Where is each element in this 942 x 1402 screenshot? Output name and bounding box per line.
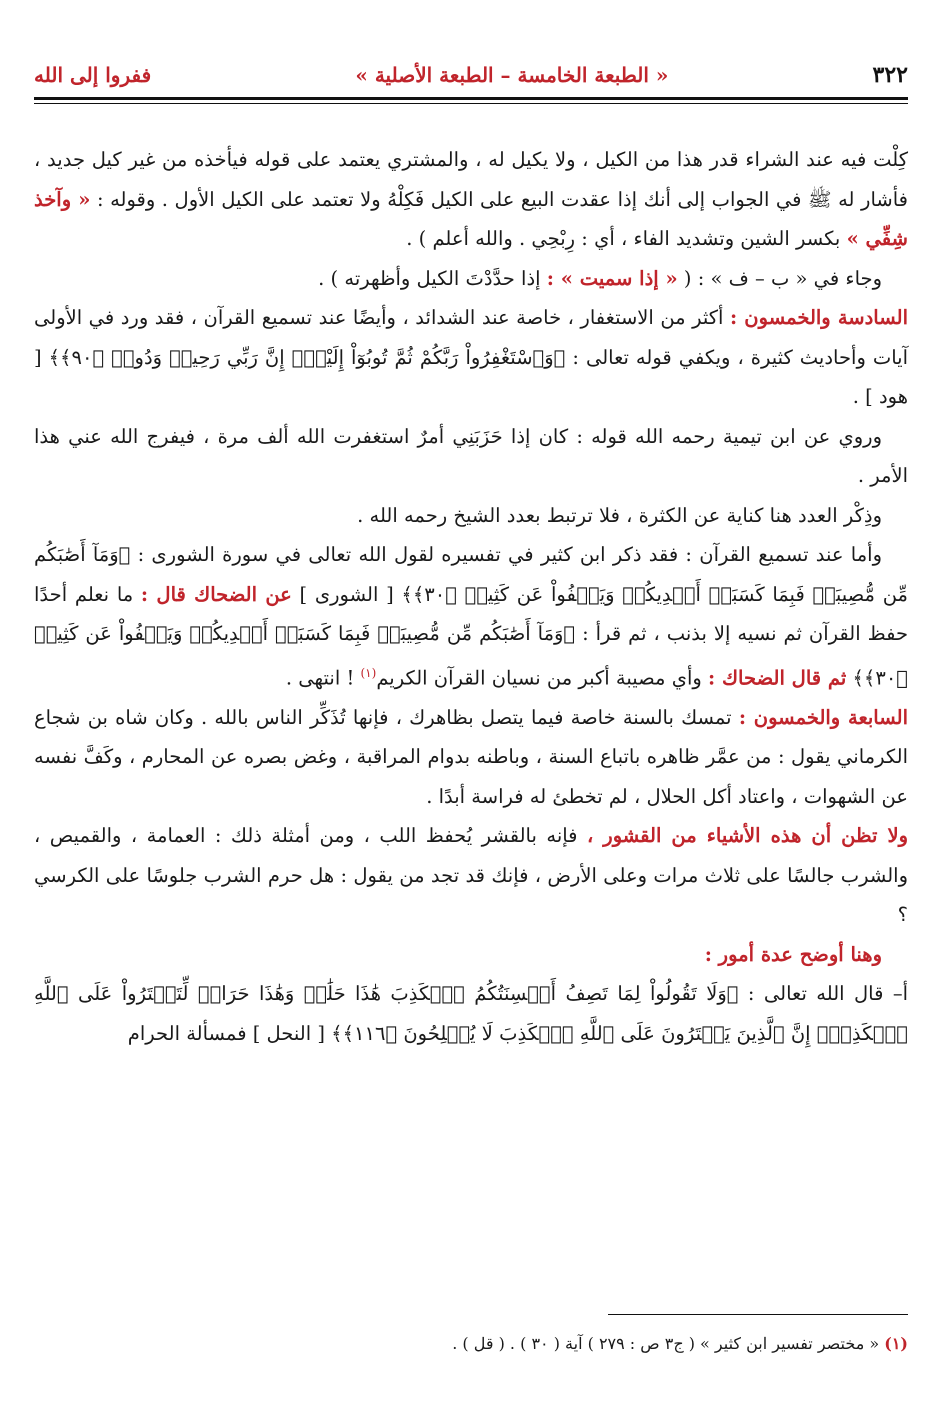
paragraph: كِلْت فيه عند الشراء قدر هذا من الكيل ، ولا يكيل له ، والمشتري يعتمد على قوله فيأخذه من غير كيل جديد ، فأشار له ﷺ في الجواب إلى أنك إذا عقدت البيع على الكيل فَكِلْهُ ولا تعتمد على الكيل الأول . وقوله : « وآخذ شِفِّي » بكسر الشين وتشديد الفاء ، أي : رِبْحِي . والله أعلم ) . <box>34 148 908 250</box>
quran-verse: ﴿وَمَآ أَصَٰبَكُم مِّن مُّصِيبَةٖ فَبِمَا كَسَبَتۡ أَيۡدِيكُمۡ وَيَعۡفُواْ عَن كَثِيرٖ ﴿٣٠﴾﴾ <box>34 543 908 606</box>
section-heading: السادسة والخمسون : <box>730 306 908 329</box>
main-text <box>34 140 908 1053</box>
verse-reference: [ هود ] . <box>34 345 908 408</box>
paragraph: وأما عند تسميع القرآن : فقد ذكر ابن كثير في تفسيره لقول الله تعالى في سورة الشورى : ﴿وَمَآ أَصَٰبَكُم مِّن مُّصِيبَةٖ فَبِمَا كَسَبَتۡ أَيۡدِيكُمۡ وَيَعۡفُواْ عَن كَثِيرٖ ﴿٣٠﴾﴾ [ الشورى ] عن الضحاك قال : ما نعلم أحدًا حفظ القرآن ثم نسيه إلا بذنب ، ثم قرأ : ﴿وَمَآ أَصَٰبَكُم مِّن مُّصِيبَةٖ فَبِمَا كَسَبَتۡ أَيۡدِيكُمۡ وَيَعۡفُواْ عَن كَثِيرٖ ﴿٣٠﴾﴾ ثم قال الضحاك : وأي مصيبة أكبر من نسيان القرآن الكريم$^{(١)}$ ! انتهى . <box>34 543 908 689</box>
highlight: « وآخذ شِفِّي » <box>34 187 908 250</box>
subheading: وهنا أوضح عدة أمور : <box>704 942 882 966</box>
page-number: ٣٢٢ <box>872 62 908 88</box>
verse-reference: [ النحل ] <box>252 1021 325 1045</box>
quran-verse: ﴿وَمَآ أَصَٰبَكُم مِّن مُّصِيبَةٖ فَبِمَا كَسَبَتۡ أَيۡدِيكُمۡ وَيَعۡفُواْ عَن كَثِيرٖ ﴿٣٠﴾﴾ <box>34 622 908 689</box>
section-heading: السابعة والخمسون : <box>738 705 908 729</box>
running-header <box>34 58 908 92</box>
footnote-text: « مختصر تفسير ابن كثير » ( ج٣ ص : ٢٧٩ ) آية ( ٣٠ ) . ( قل ) . <box>452 1334 880 1353</box>
paragraph: ولا تظن أن هذه الأشياء من القشور ، فإنه بالقشر يُحفظ اللب ، ومن أمثلة ذلك : العمامة ، والقميص ، والشرب جالسًا على ثلاث مرات وعلى الأرض ، فإنك قد تجد من يقول : هل حرم الشرب جلوسًا على الكرسي ؟ <box>34 824 908 926</box>
highlight: « إذا سميت » : <box>546 266 678 290</box>
header-rule-thick <box>34 97 908 100</box>
book-title: ففروا إلى الله <box>34 63 152 87</box>
quran-verse: ﴿وَٱسْتَغْفِرُواْ رَبَّكُمْ ثُمَّ تُوبُوٓاْ إِلَيْهِۚ إِنَّ رَبِّي رَحِيمٞ وَدُودٞ ﴿٩٠﴾﴾ <box>48 345 566 369</box>
paragraph: أ– قال الله تعالى : ﴿وَلَا تَقُولُواْ لِمَا تَصِفُ أَلۡسِنَتُكُمُ ٱلۡكَذِبَ هَٰذَا حَلَٰلٞ وَهَٰذَا حَرَامٞ لِّتَفۡتَرُواْ عَلَى ٱللَّهِ ٱلۡكَذِبَۚ إِنَّ ٱلَّذِينَ يَفۡتَرُونَ عَلَى ٱللَّهِ ٱلۡكَذِبَ لَا يُفۡلِحُونَ ﴿١١٦﴾﴾ [ النحل ] فمسألة الحرام <box>34 982 909 1045</box>
footnote-rule <box>608 1314 908 1315</box>
footnote-marker: (١) <box>360 665 377 680</box>
header-rule-thin <box>34 103 908 104</box>
footnote <box>34 1332 908 1356</box>
paragraph: وجاء في « ب – ف » : ( « إذا سميت » : إذا حدَّدْتَ الكيل وأظهرته ) . <box>318 266 882 290</box>
highlight: عن الضحاك قال : <box>140 582 292 606</box>
paragraph: السابعة والخمسون : تمسك بالسنة خاصة فيما يتصل بظاهرك ، فإنها تُذَكِّر الناس بالله . وكان شاه بن شجاع الكرماني يقول : من عمَّر ظاهره باتباع السنة ، وباطنه بدوام المراقبة ، وغض بصره عن المحارم ، وكَفَّ نفسه عن الشهوات ، واعتاد أكل الحلال ، لم تخطئ له فراسة أبدًا . <box>34 705 908 808</box>
paragraph: السادسة والخمسون : أكثر من الاستغفار ، خاصة عند الشدائد ، وأيضًا عند تسميع القرآن ، فقد ورد في الأولى آيات وأحاديث كثيرة ، ويكفي قوله تعالى : ﴿وَٱسْتَغْفِرُواْ رَبَّكُمْ ثُمَّ تُوبُوٓاْ إِلَيْهِۚ إِنَّ رَبِّي رَحِيمٞ وَدُودٞ ﴿٩٠﴾﴾ [ هود ] . <box>34 306 909 408</box>
paragraph: وذِكْر العدد هنا كناية عن الكثرة ، فلا ترتبط بعدد الشيخ رحمه الله . <box>357 503 882 527</box>
paragraph: وروي عن ابن تيمية رحمه الله قوله : كان إذا حَزَبَنِي أمرٌ استغفرت الله ألف مرة ، فيفرج الله عني هذا الأمر . <box>34 424 908 487</box>
highlight: ثم قال الضحاك : <box>708 666 847 689</box>
quran-verse: ﴿وَلَا تَقُولُواْ لِمَا تَصِفُ أَلۡسِنَتُكُمُ ٱلۡكَذِبَ هَٰذَا حَلَٰلٞ وَهَٰذَا حَرَامٞ لِّتَفۡتَرُواْ عَلَى ٱللَّهِ ٱلۡكَذِبَۚ إِنَّ ٱلَّذِينَ يَفۡتَرُونَ عَلَى ٱللَّهِ ٱلۡكَذِبَ لَا يُفۡلِحُونَ ﴿١١٦﴾﴾ <box>34 982 908 1045</box>
highlight: ولا تظن أن هذه الأشياء من القشور ، <box>586 824 908 847</box>
edition-title: « الطبعة الخامسة – الطبعة الأصلية » <box>355 63 669 87</box>
verse-reference: [ الشورى ] <box>299 582 394 606</box>
footnote-number: (١) <box>884 1334 908 1353</box>
